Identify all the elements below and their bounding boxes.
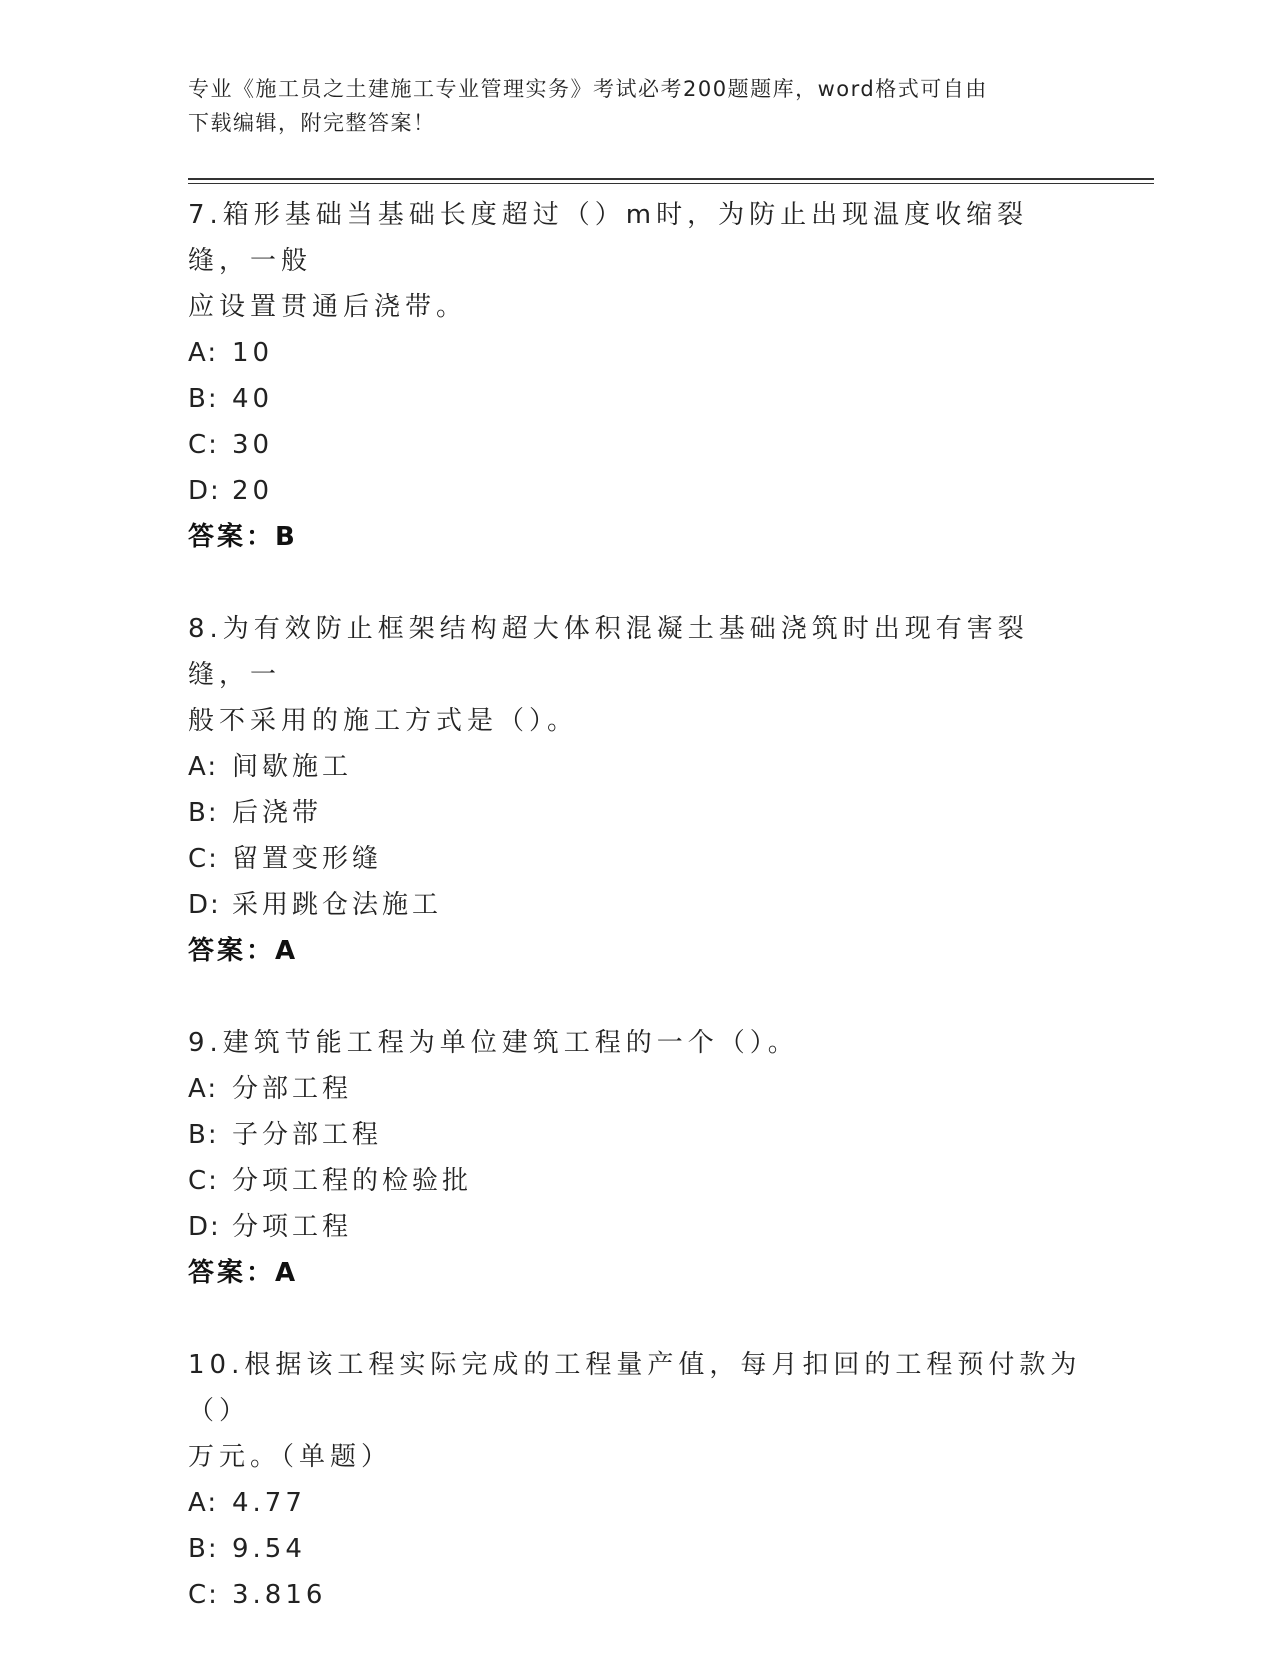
question-item	[188, 192, 1088, 560]
option-text: 分项工程	[232, 1212, 353, 1242]
option-d	[188, 1204, 1088, 1250]
option-letter: C:	[188, 1166, 219, 1196]
header-line-2: 下载编辑，附完整答案！	[188, 111, 436, 135]
question-stem-line: 应设置贯通后浇带。	[188, 292, 468, 322]
option-a	[188, 744, 1088, 790]
option-text: 9.54	[232, 1534, 306, 1564]
option-a	[188, 1480, 1088, 1526]
option-letter: C:	[188, 1580, 219, 1610]
option-text: 子分部工程	[232, 1120, 383, 1150]
question-item	[188, 606, 1088, 974]
option-text: 10	[232, 338, 274, 368]
answer-line: 答案：A	[188, 936, 299, 966]
option-letter: A:	[188, 752, 219, 782]
option-text: 4.77	[232, 1488, 306, 1518]
option-d	[188, 882, 1088, 928]
question-stem	[188, 1342, 1088, 1480]
question-stem-line: 9.建筑节能工程为单位建筑工程的一个（）。	[188, 1028, 799, 1058]
option-letter: C:	[188, 430, 219, 460]
option-text: 留置变形缝	[232, 844, 383, 874]
question-stem-line: 8.为有效防止框架结构超大体积混凝土基础浇筑时出现有害裂缝，一	[188, 614, 1029, 690]
option-text: 采用跳仓法施工	[232, 890, 443, 920]
option-letter: D:	[188, 890, 221, 920]
option-c	[188, 836, 1088, 882]
question-stem	[188, 606, 1088, 744]
question-stem-line: 10.根据该工程实际完成的工程量产值，每月扣回的工程预付款为（）	[188, 1350, 1082, 1426]
header-line-1: 专业《施工员之土建施工专业管理实务》考试必考200题题库，word格式可自由	[188, 77, 988, 101]
option-letter: B:	[188, 384, 219, 414]
question-item	[188, 1342, 1088, 1618]
option-text: 间歇施工	[232, 752, 353, 782]
question-stem	[188, 192, 1088, 330]
option-letter: B:	[188, 798, 219, 828]
option-b	[188, 376, 1088, 422]
option-letter: B:	[188, 1120, 219, 1150]
option-c	[188, 1158, 1088, 1204]
question-item	[188, 1020, 1088, 1296]
document-header	[188, 72, 1088, 140]
answer-line: 答案：B	[188, 522, 298, 552]
option-letter: D:	[188, 476, 221, 506]
option-letter: A:	[188, 1488, 219, 1518]
option-letter: D:	[188, 1212, 221, 1242]
option-text: 40	[232, 384, 274, 414]
option-c	[188, 1572, 1088, 1618]
header-divider-thick	[188, 178, 1154, 180]
question-stem-line: 万元。（单题）	[188, 1442, 393, 1472]
question-stem-line: 般不采用的施工方式是（）。	[188, 706, 579, 736]
option-text: 30	[232, 430, 274, 460]
option-text: 3.816	[232, 1580, 327, 1610]
header-divider-thin	[188, 183, 1154, 184]
option-letter: C:	[188, 844, 219, 874]
option-b	[188, 1112, 1088, 1158]
option-letter: A:	[188, 338, 219, 368]
option-letter: A:	[188, 1074, 219, 1104]
question-list	[188, 192, 1088, 1664]
option-text: 后浇带	[232, 798, 323, 828]
option-c	[188, 422, 1088, 468]
option-d	[188, 468, 1088, 514]
option-letter: B:	[188, 1534, 219, 1564]
option-a	[188, 330, 1088, 376]
option-b	[188, 790, 1088, 836]
option-b	[188, 1526, 1088, 1572]
option-text: 分项工程的检验批	[232, 1166, 473, 1196]
option-a	[188, 1066, 1088, 1112]
answer-line: 答案：A	[188, 1258, 299, 1288]
option-text: 20	[232, 476, 274, 506]
question-stem	[188, 1020, 1088, 1066]
option-text: 分部工程	[232, 1074, 353, 1104]
question-stem-line: 7.箱形基础当基础长度超过（）m时，为防止出现温度收缩裂缝，一般	[188, 200, 1029, 276]
